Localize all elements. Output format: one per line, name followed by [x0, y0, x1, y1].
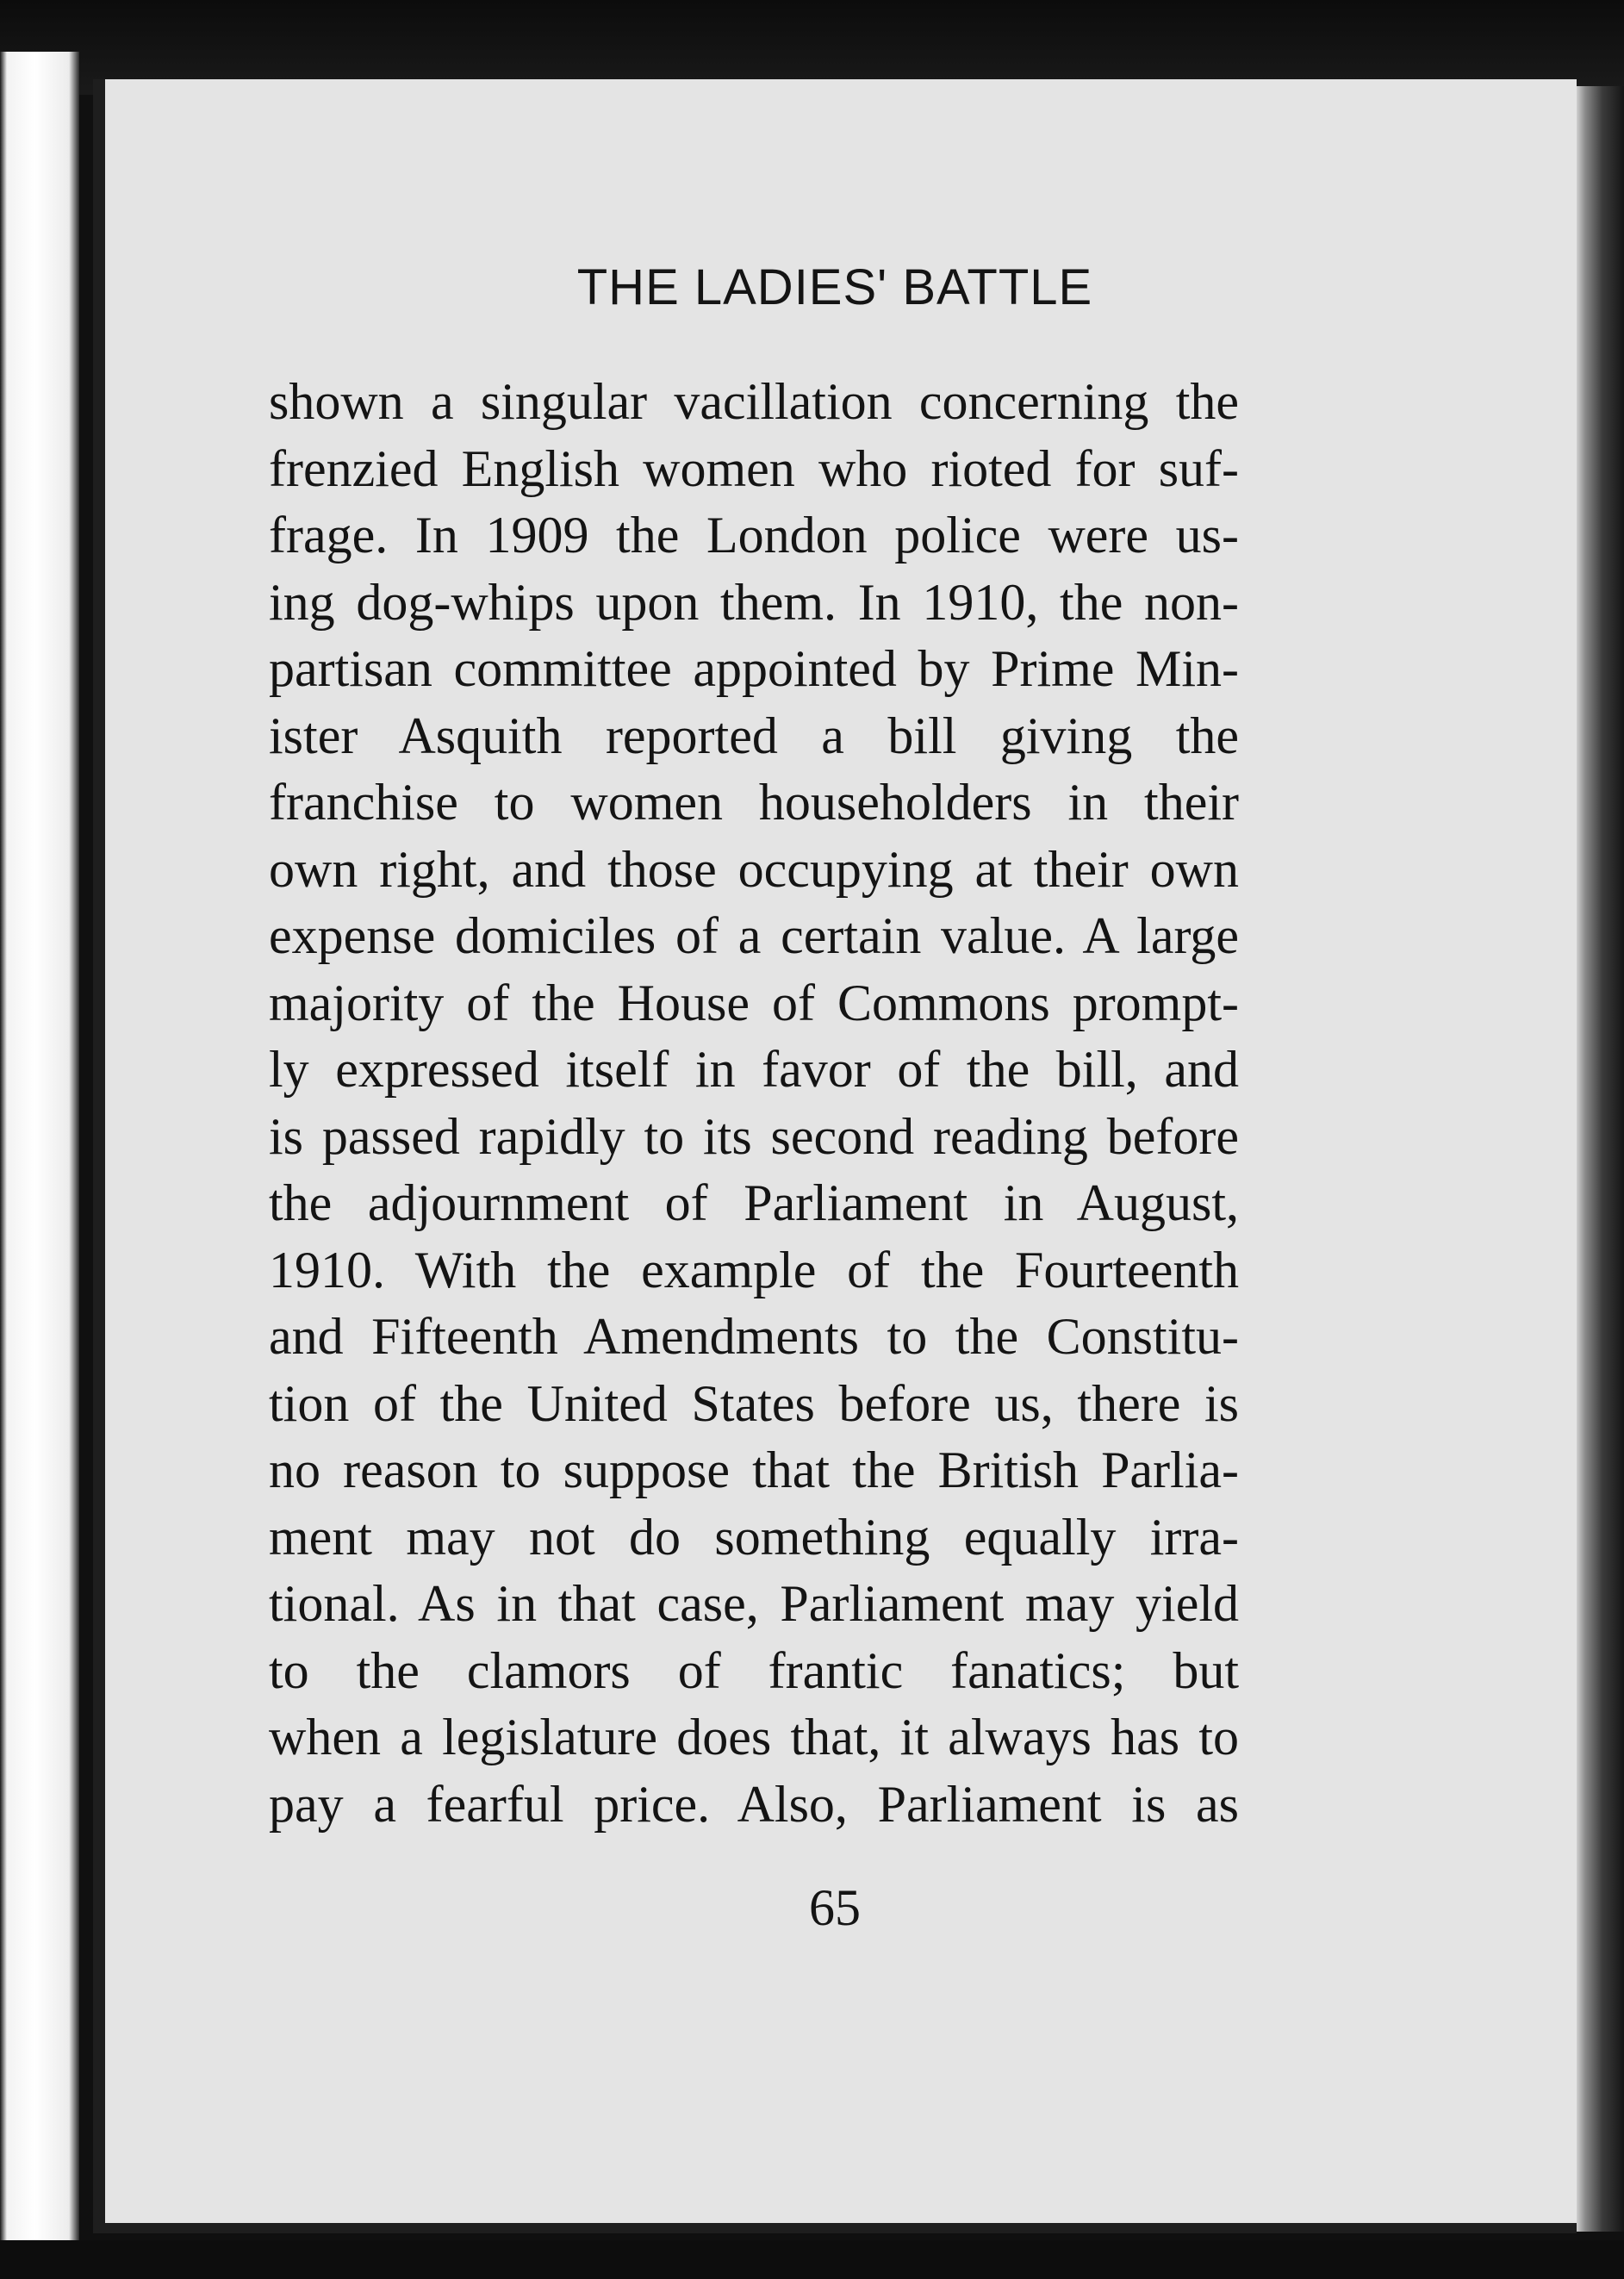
text-line: when a legislature does that, it always has to — [269, 1709, 1239, 1765]
facing-page-edge — [0, 52, 79, 2257]
page-stack-edge — [1577, 86, 1624, 2232]
text-line: and Fifteenth Amendments to the Constitu- — [269, 1308, 1239, 1365]
text-line: ment may not do something equally irra- — [269, 1508, 1239, 1566]
text-line: no reason to suppose that the British Parlia- — [269, 1441, 1239, 1498]
scan-background-bottom — [0, 2240, 1624, 2279]
text-line: expense domiciles of a certain value. A large — [269, 907, 1239, 964]
text-line: frenzied English women who rioted for suf- — [269, 439, 1239, 497]
text-line: is passed rapidly to its second reading before — [269, 1107, 1239, 1165]
text-line: shown a singular vacillation concerning the — [269, 373, 1239, 430]
text-line: to the clamors of frantic fanatics; but — [269, 1641, 1239, 1699]
text-line: tion of the United States before us, there is — [269, 1374, 1239, 1432]
running-head: THE LADIES' BATTLE — [576, 259, 1093, 315]
text-line: the adjournment of Parliament in August, — [269, 1174, 1239, 1231]
text-line: partisan committee appointed by Prime Min- — [269, 640, 1239, 697]
text-line: pay a fearful price. Also, Parliament is as — [269, 1775, 1239, 1833]
page-number: 65 — [809, 1879, 861, 1936]
text-line: ly expressed itself in favor of the bill, and — [269, 1041, 1239, 1098]
text-line: franchise to women householders in their — [269, 774, 1239, 831]
text-line: 1910. With the example of the Fourteenth — [269, 1241, 1239, 1298]
text-line: frage. In 1909 the London police were us- — [269, 507, 1239, 564]
text-line: own right, and those occupying at their own — [269, 840, 1239, 898]
text-line: ing dog-whips upon them. In 1910, the non- — [269, 573, 1239, 631]
text-line: tional. As in that case, Parliament may yield — [269, 1575, 1239, 1632]
body-text — [269, 369, 1239, 1838]
text-line: majority of the House of Commons prompt- — [269, 974, 1239, 1031]
text-line: ister Asquith reported a bill giving the — [269, 707, 1239, 764]
